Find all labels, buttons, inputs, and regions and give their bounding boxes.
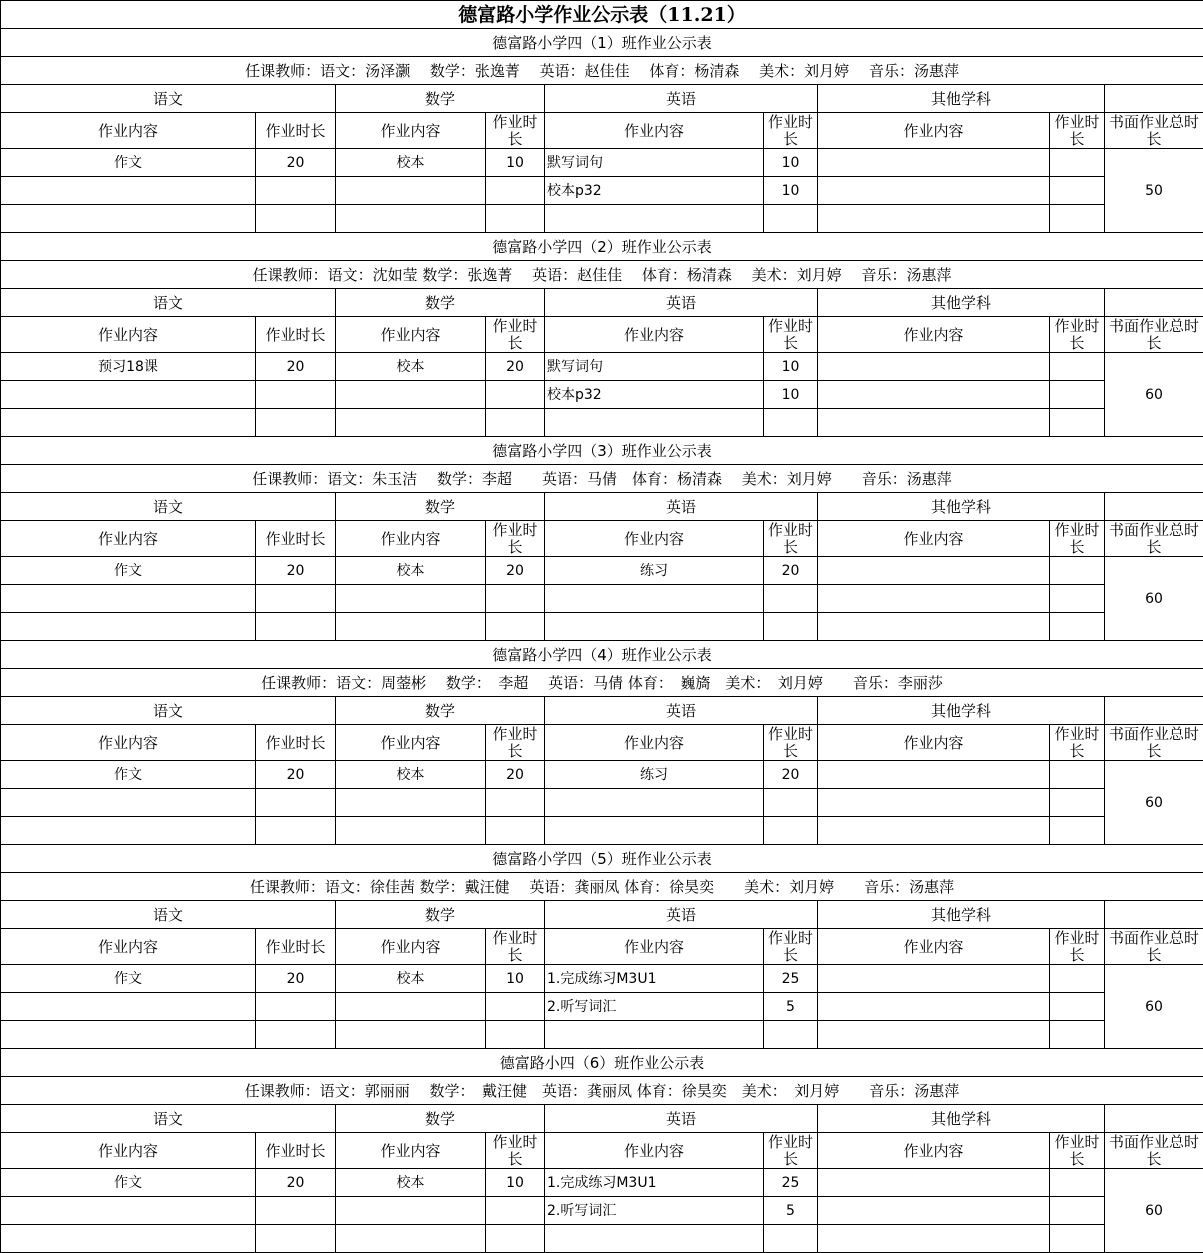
cell-math-content	[336, 817, 486, 845]
cell-math-duration	[486, 205, 545, 233]
cell-chinese-content	[1, 1197, 256, 1225]
cell-other-duration	[1050, 1169, 1105, 1197]
cell-other-duration	[1050, 993, 1105, 1021]
cell-other-content	[818, 1169, 1050, 1197]
cell-math-duration: 20	[486, 557, 545, 585]
cell-other-duration	[1050, 149, 1105, 177]
cell-chinese-content: 作文	[1, 149, 256, 177]
cell-english-content	[545, 1021, 764, 1049]
cell-math-content: 校本	[336, 353, 486, 381]
cell-chinese-duration: 20	[256, 557, 336, 585]
cell-english-content: 校本p32	[545, 177, 764, 205]
cell-math-duration	[486, 613, 545, 641]
cell-total-duration: 60	[1105, 1169, 1203, 1253]
cell-chinese-content	[1, 409, 256, 437]
cell-other-duration	[1050, 965, 1105, 993]
cell-other-duration	[1050, 1197, 1105, 1225]
subject-chinese: 语文	[1, 901, 336, 929]
column-header-row	[1, 1133, 1203, 1169]
header-content: 作业内容	[1, 113, 256, 149]
table-row	[1, 353, 1203, 381]
cell-math-duration: 20	[486, 761, 545, 789]
header-content: 作业内容	[336, 113, 486, 149]
header-total: 书面作业总时长	[1105, 929, 1203, 965]
cell-chinese-duration: 20	[256, 353, 336, 381]
column-header-row	[1, 725, 1203, 761]
cell-math-content	[336, 1225, 486, 1253]
table-row	[1, 1021, 1203, 1049]
teachers-line: 任课教师：语文：朱玉洁 数学：李超 英语：马倩 体育：杨清森 美术：刘月婷 音乐：汤惠萍	[1, 465, 1203, 493]
cell-chinese-content: 作文	[1, 965, 256, 993]
teachers-row	[1, 669, 1203, 697]
subject-blank	[1105, 697, 1203, 725]
cell-other-content	[818, 789, 1050, 817]
header-content: 作业内容	[545, 1133, 764, 1169]
cell-english-duration	[764, 817, 818, 845]
cell-chinese-duration: 20	[256, 1169, 336, 1197]
subject-blank	[1105, 85, 1203, 113]
cell-chinese-content	[1, 1021, 256, 1049]
teachers-line: 任课教师：语文：沈如莹 数学：张逸菁 英语：赵佳佳 体育：杨清森 美术：刘月婷 音乐：汤惠萍	[1, 261, 1203, 289]
class-heading: 德富路小四（6）班作业公示表	[1, 1049, 1203, 1077]
header-content: 作业内容	[818, 113, 1050, 149]
table-row	[1, 613, 1203, 641]
header-content: 作业内容	[545, 929, 764, 965]
class-heading-row	[1, 845, 1203, 873]
subject-header-row	[1, 1105, 1203, 1133]
header-content: 作业内容	[336, 725, 486, 761]
cell-chinese-duration	[256, 613, 336, 641]
cell-english-duration: 10	[764, 381, 818, 409]
cell-other-duration	[1050, 353, 1105, 381]
header-content: 作业内容	[818, 1133, 1050, 1169]
header-duration: 作业时长	[764, 317, 818, 353]
cell-math-duration	[486, 381, 545, 409]
header-total: 书面作业总时长	[1105, 725, 1203, 761]
cell-total-duration: 60	[1105, 965, 1203, 1049]
header-duration: 作业时长	[486, 113, 545, 149]
table-row	[1, 149, 1203, 177]
cell-chinese-content	[1, 789, 256, 817]
cell-english-duration	[764, 585, 818, 613]
header-duration: 作业时长	[1050, 1133, 1105, 1169]
cell-chinese-duration: 20	[256, 965, 336, 993]
cell-math-content	[336, 381, 486, 409]
subject-blank	[1105, 493, 1203, 521]
header-content: 作业内容	[1, 725, 256, 761]
cell-english-content	[545, 585, 764, 613]
class-heading-row	[1, 437, 1203, 465]
cell-english-duration	[764, 613, 818, 641]
cell-other-content	[818, 1021, 1050, 1049]
cell-english-duration: 10	[764, 177, 818, 205]
cell-math-content	[336, 585, 486, 613]
subject-math: 数学	[336, 901, 545, 929]
subject-blank	[1105, 1105, 1203, 1133]
subject-chinese: 语文	[1, 697, 336, 725]
cell-other-duration	[1050, 557, 1105, 585]
cell-math-duration: 20	[486, 353, 545, 381]
cell-english-duration: 10	[764, 353, 818, 381]
teachers-line: 任课教师：语文：郭丽丽 数学： 戴汪健 英语：龚丽凤 体育：徐昊奕 美术： 刘月婷 音乐：汤惠萍	[1, 1077, 1203, 1105]
header-duration: 作业时长	[486, 725, 545, 761]
cell-english-content: 2.听写词汇	[545, 1197, 764, 1225]
header-duration: 作业时长	[764, 725, 818, 761]
cell-english-content: 默写词句	[545, 353, 764, 381]
header-content: 作业内容	[1, 521, 256, 557]
table-row	[1, 761, 1203, 789]
cell-total-duration: 60	[1105, 557, 1203, 641]
cell-chinese-duration	[256, 817, 336, 845]
cell-other-content	[818, 1225, 1050, 1253]
cell-english-duration: 20	[764, 761, 818, 789]
subject-other: 其他学科	[818, 697, 1105, 725]
subject-math: 数学	[336, 697, 545, 725]
cell-chinese-content: 预习18课	[1, 353, 256, 381]
cell-math-content	[336, 613, 486, 641]
cell-other-content	[818, 381, 1050, 409]
header-duration: 作业时长	[256, 929, 336, 965]
cell-chinese-duration	[256, 585, 336, 613]
header-content: 作业内容	[336, 317, 486, 353]
cell-other-duration	[1050, 1225, 1105, 1253]
table-row	[1, 585, 1203, 613]
header-duration: 作业时长	[256, 725, 336, 761]
cell-english-content: 1.完成练习M3U1	[545, 1169, 764, 1197]
subject-other: 其他学科	[818, 85, 1105, 113]
header-total: 书面作业总时长	[1105, 1133, 1203, 1169]
header-content: 作业内容	[545, 317, 764, 353]
table-row	[1, 993, 1203, 1021]
cell-math-content	[336, 993, 486, 1021]
cell-english-duration: 25	[764, 1169, 818, 1197]
cell-math-content	[336, 1197, 486, 1225]
table-row	[1, 381, 1203, 409]
table-row	[1, 789, 1203, 817]
header-content: 作业内容	[818, 725, 1050, 761]
subject-english: 英语	[545, 289, 818, 317]
header-duration: 作业时长	[1050, 929, 1105, 965]
header-content: 作业内容	[336, 521, 486, 557]
cell-chinese-duration: 20	[256, 761, 336, 789]
cell-other-content	[818, 409, 1050, 437]
cell-chinese-content	[1, 993, 256, 1021]
cell-math-duration	[486, 1197, 545, 1225]
header-duration: 作业时长	[256, 317, 336, 353]
cell-chinese-duration	[256, 1197, 336, 1225]
class-heading-row	[1, 1049, 1203, 1077]
header-content: 作业内容	[545, 521, 764, 557]
header-content: 作业内容	[545, 725, 764, 761]
cell-chinese-content: 作文	[1, 761, 256, 789]
cell-english-duration: 5	[764, 1197, 818, 1225]
cell-other-content	[818, 1197, 1050, 1225]
cell-english-content	[545, 1225, 764, 1253]
cell-other-content	[818, 177, 1050, 205]
class-heading: 德富路小学四（2）班作业公示表	[1, 233, 1203, 261]
subject-math: 数学	[336, 493, 545, 521]
cell-math-content: 校本	[336, 965, 486, 993]
header-content: 作业内容	[818, 929, 1050, 965]
cell-math-content	[336, 177, 486, 205]
cell-math-content	[336, 205, 486, 233]
cell-other-duration	[1050, 761, 1105, 789]
table-row	[1, 557, 1203, 585]
subject-english: 英语	[545, 493, 818, 521]
subject-chinese: 语文	[1, 493, 336, 521]
column-header-row	[1, 113, 1203, 149]
cell-english-duration: 5	[764, 993, 818, 1021]
subject-header-row	[1, 901, 1203, 929]
cell-other-duration	[1050, 1021, 1105, 1049]
cell-other-duration	[1050, 789, 1105, 817]
header-content: 作业内容	[1, 317, 256, 353]
subject-chinese: 语文	[1, 289, 336, 317]
cell-english-content	[545, 613, 764, 641]
table-row	[1, 1169, 1203, 1197]
header-content: 作业内容	[336, 1133, 486, 1169]
cell-other-content	[818, 761, 1050, 789]
header-content: 作业内容	[545, 113, 764, 149]
cell-english-duration: 25	[764, 965, 818, 993]
cell-chinese-duration	[256, 409, 336, 437]
table-row	[1, 965, 1203, 993]
header-duration: 作业时长	[1050, 725, 1105, 761]
cell-english-duration	[764, 205, 818, 233]
teachers-row	[1, 873, 1203, 901]
cell-english-content: 1.完成练习M3U1	[545, 965, 764, 993]
cell-chinese-duration	[256, 1021, 336, 1049]
header-content: 作业内容	[336, 929, 486, 965]
cell-other-duration	[1050, 585, 1105, 613]
cell-english-duration: 10	[764, 149, 818, 177]
cell-math-duration: 10	[486, 1169, 545, 1197]
cell-english-duration	[764, 789, 818, 817]
header-content: 作业内容	[1, 929, 256, 965]
cell-english-duration	[764, 1021, 818, 1049]
class-heading: 德富路小学四（1）班作业公示表	[1, 29, 1203, 57]
header-content: 作业内容	[818, 317, 1050, 353]
class-heading: 德富路小学四（5）班作业公示表	[1, 845, 1203, 873]
teachers-line: 任课教师：语文：徐佳茜 数学：戴汪健 英语：龚丽凤 体育：徐昊奕 美术：刘月婷 音乐：汤惠萍	[1, 873, 1203, 901]
cell-chinese-duration	[256, 205, 336, 233]
cell-chinese-duration	[256, 177, 336, 205]
header-duration: 作业时长	[764, 521, 818, 557]
cell-chinese-content	[1, 381, 256, 409]
cell-math-content: 校本	[336, 761, 486, 789]
subject-blank	[1105, 289, 1203, 317]
cell-math-duration	[486, 993, 545, 1021]
cell-other-content	[818, 557, 1050, 585]
cell-english-content: 练习	[545, 761, 764, 789]
header-total: 书面作业总时长	[1105, 113, 1203, 149]
class-heading-row	[1, 29, 1203, 57]
cell-other-content	[818, 353, 1050, 381]
cell-english-content	[545, 789, 764, 817]
cell-chinese-duration	[256, 993, 336, 1021]
header-content: 作业内容	[818, 521, 1050, 557]
cell-chinese-duration: 20	[256, 149, 336, 177]
cell-other-content	[818, 993, 1050, 1021]
header-duration: 作业时长	[256, 113, 336, 149]
cell-chinese-content	[1, 613, 256, 641]
cell-english-content	[545, 409, 764, 437]
header-duration: 作业时长	[486, 521, 545, 557]
cell-math-duration	[486, 177, 545, 205]
header-duration: 作业时长	[486, 929, 545, 965]
subject-english: 英语	[545, 85, 818, 113]
cell-english-content: 2.听写词汇	[545, 993, 764, 1021]
header-duration: 作业时长	[486, 1133, 545, 1169]
header-total: 书面作业总时长	[1105, 521, 1203, 557]
column-header-row	[1, 929, 1203, 965]
table-row	[1, 1197, 1203, 1225]
header-duration: 作业时长	[764, 929, 818, 965]
class-heading-row	[1, 233, 1203, 261]
table-row	[1, 817, 1203, 845]
cell-english-duration	[764, 1225, 818, 1253]
header-duration: 作业时长	[486, 317, 545, 353]
cell-other-content	[818, 817, 1050, 845]
cell-math-duration	[486, 789, 545, 817]
cell-math-duration	[486, 585, 545, 613]
cell-math-duration: 10	[486, 149, 545, 177]
cell-chinese-duration	[256, 381, 336, 409]
teachers-row	[1, 465, 1203, 493]
cell-other-content	[818, 149, 1050, 177]
teachers-row	[1, 261, 1203, 289]
cell-english-content: 默写词句	[545, 149, 764, 177]
table-row	[1, 205, 1203, 233]
subject-other: 其他学科	[818, 289, 1105, 317]
teachers-row	[1, 57, 1203, 85]
class-heading: 德富路小学四（3）班作业公示表	[1, 437, 1203, 465]
column-header-row	[1, 317, 1203, 353]
cell-chinese-content	[1, 817, 256, 845]
teachers-row	[1, 1077, 1203, 1105]
table-row	[1, 177, 1203, 205]
subject-english: 英语	[545, 697, 818, 725]
cell-chinese-content	[1, 177, 256, 205]
cell-english-content	[545, 817, 764, 845]
class-heading: 德富路小学四（4）班作业公示表	[1, 641, 1203, 669]
cell-math-content: 校本	[336, 557, 486, 585]
cell-total-duration: 60	[1105, 353, 1203, 437]
cell-english-duration	[764, 409, 818, 437]
cell-math-duration	[486, 1021, 545, 1049]
table-row	[1, 1225, 1203, 1253]
cell-total-duration: 50	[1105, 149, 1203, 233]
column-header-row	[1, 521, 1203, 557]
cell-other-content	[818, 205, 1050, 233]
header-duration: 作业时长	[256, 521, 336, 557]
cell-math-content	[336, 409, 486, 437]
teachers-line: 任课教师：语文：周蓥彬 数学： 李超 英语：马倩 体育： 巍旖 美术： 刘月婷 音乐：李丽莎	[1, 669, 1203, 697]
cell-total-duration: 60	[1105, 761, 1203, 845]
subject-math: 数学	[336, 1105, 545, 1133]
cell-english-content: 校本p32	[545, 381, 764, 409]
cell-chinese-duration	[256, 789, 336, 817]
cell-chinese-content	[1, 585, 256, 613]
header-duration: 作业时长	[764, 1133, 818, 1169]
cell-chinese-content	[1, 1225, 256, 1253]
subject-header-row	[1, 85, 1203, 113]
cell-other-duration	[1050, 613, 1105, 641]
subject-english: 英语	[545, 901, 818, 929]
subject-english: 英语	[545, 1105, 818, 1133]
cell-other-duration	[1050, 409, 1105, 437]
header-duration: 作业时长	[1050, 317, 1105, 353]
cell-english-duration: 20	[764, 557, 818, 585]
cell-math-duration	[486, 409, 545, 437]
table-row	[1, 409, 1203, 437]
subject-chinese: 语文	[1, 1105, 336, 1133]
page-title: 德富路小学作业公示表（11.21）	[1, 1, 1203, 29]
teachers-line: 任课教师：语文：汤泽灏 数学：张逸菁 英语：赵佳佳 体育：杨清森 美术：刘月婷 音乐：汤惠萍	[1, 57, 1203, 85]
subject-other: 其他学科	[818, 901, 1105, 929]
cell-chinese-duration	[256, 1225, 336, 1253]
header-content: 作业内容	[1, 1133, 256, 1169]
cell-chinese-content	[1, 205, 256, 233]
cell-math-content	[336, 789, 486, 817]
header-total: 书面作业总时长	[1105, 317, 1203, 353]
header-duration: 作业时长	[1050, 521, 1105, 557]
header-duration: 作业时长	[1050, 113, 1105, 149]
cell-math-content: 校本	[336, 1169, 486, 1197]
cell-math-content	[336, 1021, 486, 1049]
subject-other: 其他学科	[818, 1105, 1105, 1133]
cell-other-duration	[1050, 205, 1105, 233]
subject-math: 数学	[336, 289, 545, 317]
cell-chinese-content: 作文	[1, 1169, 256, 1197]
cell-other-duration	[1050, 817, 1105, 845]
subject-chinese: 语文	[1, 85, 336, 113]
cell-other-duration	[1050, 177, 1105, 205]
cell-math-duration: 10	[486, 965, 545, 993]
cell-math-content: 校本	[336, 149, 486, 177]
cell-chinese-content: 作文	[1, 557, 256, 585]
cell-other-content	[818, 613, 1050, 641]
cell-math-duration	[486, 1225, 545, 1253]
subject-header-row	[1, 697, 1203, 725]
cell-english-content	[545, 205, 764, 233]
subject-blank	[1105, 901, 1203, 929]
cell-other-content	[818, 585, 1050, 613]
header-duration: 作业时长	[764, 113, 818, 149]
subject-header-row	[1, 493, 1203, 521]
subject-header-row	[1, 289, 1203, 317]
subject-math: 数学	[336, 85, 545, 113]
class-heading-row	[1, 641, 1203, 669]
header-duration: 作业时长	[256, 1133, 336, 1169]
cell-english-content: 练习	[545, 557, 764, 585]
cell-math-duration	[486, 817, 545, 845]
cell-other-duration	[1050, 381, 1105, 409]
cell-other-content	[818, 965, 1050, 993]
subject-other: 其他学科	[818, 493, 1105, 521]
